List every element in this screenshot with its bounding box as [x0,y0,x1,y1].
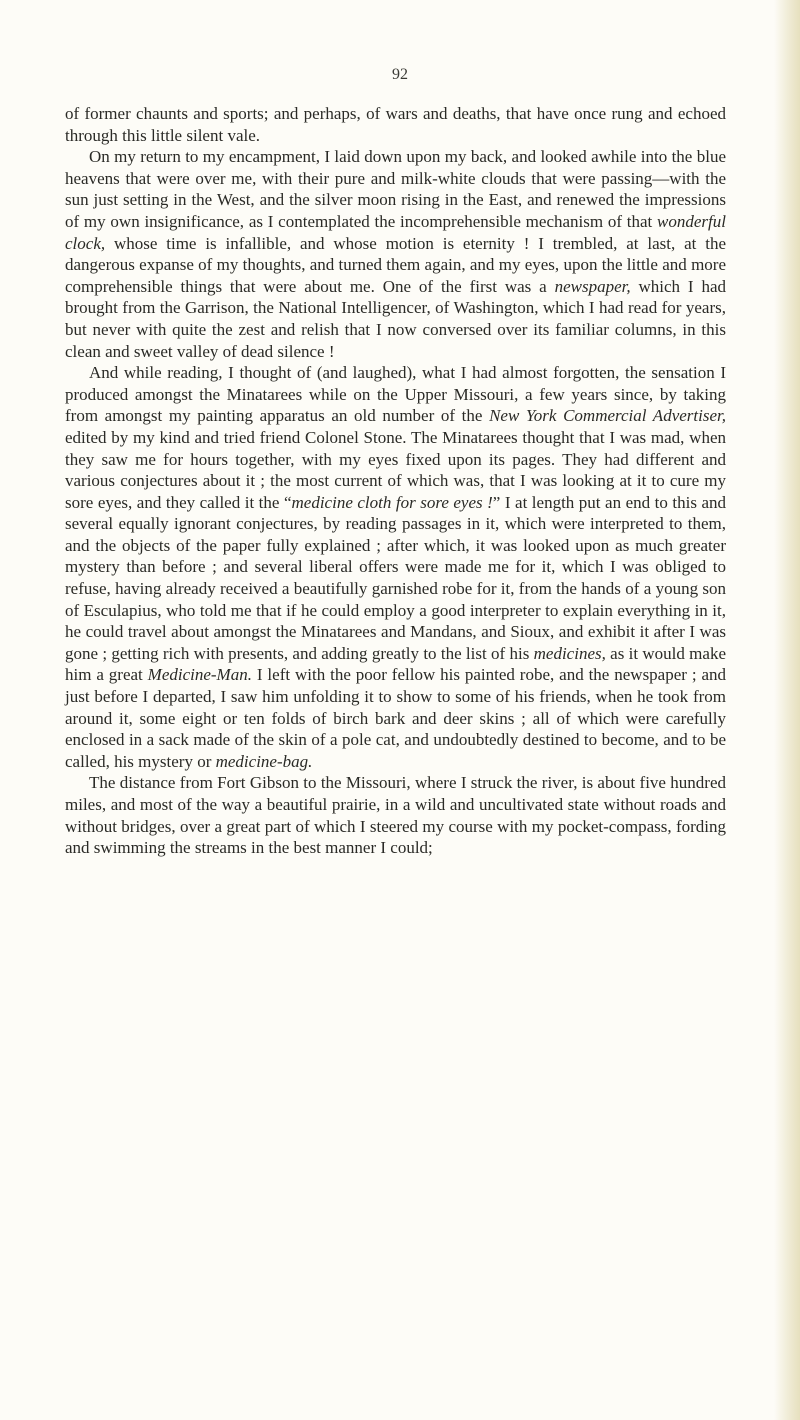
italic-text-run: medicine cloth for sore eyes ! [291,492,493,512]
text-run: I left with the poor fellow his painted robe, and the newspaper ; and just before I departed, I saw him unfolding it to show to some of his friends, when he took from around it, some eight or ten folds of birch bark and deer skins ; all of which were carefully enclosed in a sack made of the skin of a pole cat, and undoubtedly destined to become, and to be called, his mystery or [65,665,726,771]
text-run: whose time is infallible, and whose motion is eternity ! I trembled, at last, at the dangerous expanse of my thoughts, and turned them again, and my eyes, upon the little and more comprehensible things that were about me. One of the first was a [65,233,726,296]
text-run: And while reading, I thought of (and laughed), what I had almost forgotten, the sensation I produced amongst the Minatarees while on the Upper Missouri, a few years since, by taking from amongst my painting apparatus an old number of the [65,363,726,426]
page-edge-shadow [774,0,800,1420]
text-run: of former chaunts and sports; and perhaps, of wars and deaths, that have once rung and echoed through this little silent vale. [65,104,726,145]
italic-text-run: medicine-bag. [215,751,313,771]
text-run: which I had brought from the Garrison, the National Intelligencer, of Washington, which I had read for years, but never with quite the zest and relish that I now conversed over its familiar columns, in this clean and sweet valley of dead silence ! [65,276,726,361]
text-run: ” I at length put an end to this and several equally ignorant conjectures, by reading passages in it, which were interpreted to them, and the objects of the paper fully explained ; after which, it was looked upon as much greater mystery than before ; and several liberal offers were made me for it, which I was obliged to refuse, having already received a beautifully garnished robe for it, from the hands of a young son of Esculapius, who told me that if he could employ a good interpreter to explain everything in it, he could travel about amongst the Minatarees and Mandans, and Sioux, and exhibit it after I was gone ; getting rich with presents, and adding greatly to the list of his [65,492,726,663]
paragraph [65,362,726,772]
italic-text-run: newspaper, [554,276,631,296]
paragraph [65,772,726,858]
paragraph [65,103,726,146]
paragraph [65,146,726,362]
text-run: On my return to my encampment, I laid down upon my back, and looked awhile into the blue heavens that were over me, with their pure and milk-white clouds that were passing—with the sun just setting in the West, and the silver moon rising in the East, and renewed the impressions of my own insignificance, as I contemplated the incomprehensible mechanism of that [65,147,726,231]
italic-text-run: medicines, [533,643,606,663]
body-text [65,103,726,859]
text-run: as it would make him a great [65,643,726,685]
italic-text-run: wonderful clock, [65,211,726,253]
italic-text-run: Medicine-Man. [147,665,252,685]
text-run: The distance from Fort Gibson to the Missouri, where I struck the river, is about five hundred miles, and most of the way a beautiful prairie, in a wild and uncultivated state without roads and without bridges, over a great part of which I steered my course with my pocket-compass, fording and swimming the streams in the best manner I could; [65,773,726,858]
text-run: edited by my kind and tried friend Colonel Stone. The Minatarees thought that I was mad, when they saw me for hours together, with my eyes fixed upon its pages. They had different and various conjectures about it ; the most current of which was, that I was looking at it to cure my sore eyes, and they called it the “ [65,427,726,512]
page-number: 92 [392,66,408,83]
italic-text-run: New York Commercial Advertiser, [489,406,726,426]
